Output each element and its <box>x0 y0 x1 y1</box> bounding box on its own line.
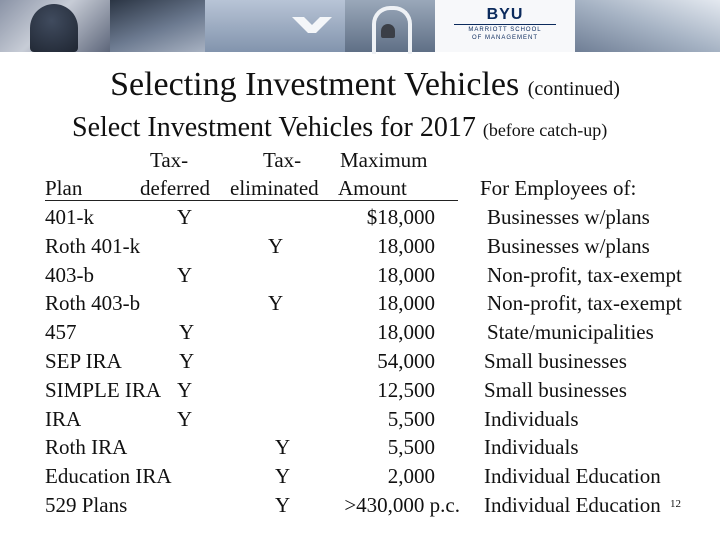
employee-type-cell: Non-profit, tax-exempt <box>487 262 682 287</box>
employee-type-cell: Small businesses <box>484 349 627 373</box>
plan-name-cell: Roth 401-k <box>45 233 141 258</box>
employee-type-cell: Businesses w/plans <box>487 205 650 229</box>
header-tax-deferred-line2: deferred <box>140 176 230 201</box>
plan-name-cell: Roth 403-b <box>45 291 141 316</box>
y-logo-icon <box>290 14 334 36</box>
header-tax-eliminated-line1: Tax- <box>263 148 302 172</box>
employee-type-cell: Individuals <box>484 435 579 460</box>
employee-type-cell: Small businesses <box>484 377 627 402</box>
max-amount-cell: 2,000 <box>387 464 435 489</box>
max-amount-cell: 18,000 <box>377 233 435 258</box>
header-maximum-line1: Maximum <box>340 148 428 172</box>
tax-eliminated-cell: Y <box>275 493 291 517</box>
max-amount-cell: 5,500 <box>387 406 435 431</box>
header-tax-deferred-line1: Tax- <box>150 148 189 172</box>
plan-name-cell: Education IRA <box>45 464 172 489</box>
tax-deferred-cell: Y <box>179 320 195 345</box>
plan-name-cell: 457 <box>45 320 77 345</box>
header-banner <box>0 0 720 52</box>
slide-subtitle-suffix: (before catch-up) <box>482 120 608 140</box>
max-amount-cell: 18,000 <box>377 262 435 287</box>
tax-deferred-cell: Y <box>179 349 195 373</box>
banner-photo-building <box>110 0 205 52</box>
max-amount-cell: 54,000 <box>377 349 435 373</box>
employee-type-cell: Non-profit, tax-exempt <box>487 291 682 316</box>
employee-type-cell: Businesses w/plans <box>487 233 650 258</box>
byu-logo <box>440 6 570 42</box>
bell-icon <box>381 24 395 38</box>
tax-eliminated-cell: Y <box>268 291 284 316</box>
tax-deferred-cell: Y <box>177 377 193 402</box>
banner-photo-statue <box>0 0 110 52</box>
max-amount-cell: 5,500 <box>387 435 435 460</box>
header-maximum-line2: Amount <box>338 176 458 201</box>
plan-name-cell: 403-b <box>45 262 94 287</box>
statue-figure <box>30 4 78 52</box>
byu-logo-text: BYU <box>486 6 524 23</box>
plan-name-cell: 529 Plans <box>45 493 128 517</box>
max-amount-cell: 18,000 <box>377 291 435 316</box>
tax-deferred-cell: Y <box>177 406 193 431</box>
plan-name-cell: IRA <box>45 406 82 431</box>
tax-deferred-cell: Y <box>177 205 193 229</box>
tax-eliminated-cell: Y <box>275 464 291 489</box>
tax-deferred-cell: Y <box>177 262 193 287</box>
tax-eliminated-cell: Y <box>268 233 284 258</box>
max-amount-cell: 18,000 <box>377 320 435 345</box>
slide-subtitle <box>72 112 607 144</box>
employee-type-cell: Individual Education <box>484 493 661 517</box>
slide-subtitle-main: Select Investment Vehicles for 2017 <box>72 112 476 143</box>
employee-type-cell: Individuals <box>484 406 579 431</box>
tax-eliminated-cell: Y <box>275 435 291 460</box>
max-amount-cell: $18,000 <box>366 205 435 229</box>
slide-title-suffix: (continued) <box>527 78 620 100</box>
banner-photo-campus <box>575 0 720 52</box>
byu-school-name: MARRIOTT SCHOOL <box>454 24 556 34</box>
employee-type-cell: State/municipalities <box>487 320 654 345</box>
header-tax-eliminated-line2: eliminated <box>230 176 338 201</box>
plan-name-cell: SEP IRA <box>45 349 122 373</box>
header-plan: Plan <box>45 176 140 201</box>
max-amount-cell: 12,500 <box>377 377 435 402</box>
page-number: 12 <box>670 498 681 510</box>
banner-photo-y-mountain <box>205 0 345 52</box>
plan-name-cell: Roth IRA <box>45 435 128 460</box>
plan-name-cell: SIMPLE IRA <box>45 377 162 402</box>
employee-type-cell: Individual Education <box>484 464 661 489</box>
header-for-employees: For Employees of: <box>480 176 637 200</box>
max-amount-cell: >430,000 p.c. <box>344 493 460 517</box>
slide-title-main: Selecting Investment Vehicles <box>110 66 520 103</box>
byu-school-subtitle: OF MANAGEMENT <box>471 35 538 41</box>
slide-title <box>0 66 720 104</box>
plan-name-cell: 401-k <box>45 205 94 229</box>
